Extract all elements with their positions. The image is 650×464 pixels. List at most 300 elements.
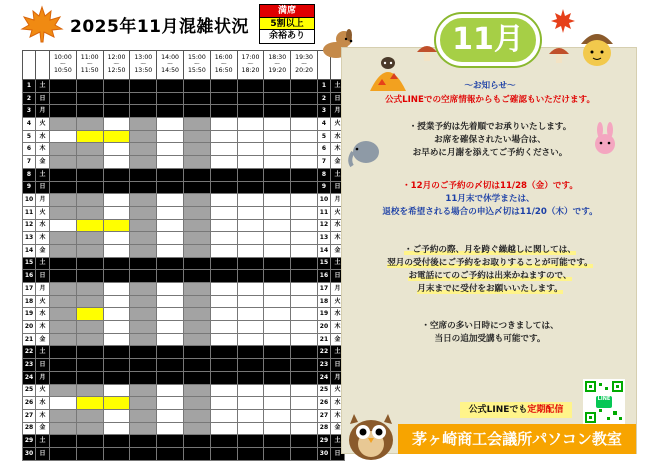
time-slot-cell: [183, 333, 210, 346]
time-slot-cell: [264, 206, 291, 219]
day-number: 27: [23, 409, 36, 422]
day-weekday-right: 水: [330, 308, 344, 321]
time-slot-cell: [237, 80, 264, 93]
legend-full: 満席: [260, 5, 314, 18]
time-slot-cell: [237, 384, 264, 397]
time-slot-cell: [291, 206, 318, 219]
time-slot-cell: [237, 219, 264, 232]
calendar-day-row: [23, 346, 345, 359]
slot-tilde: ～: [247, 60, 254, 68]
calendar-day-row: [23, 397, 345, 410]
time-slot-cell: [50, 118, 77, 131]
day-number: 20: [23, 321, 36, 334]
day-weekday: 火: [36, 295, 50, 308]
time-slot-cell: [157, 321, 184, 334]
day-weekday-right: 火: [330, 206, 344, 219]
day-weekday-right: 月: [330, 371, 344, 384]
day-weekday-right: 日: [330, 270, 344, 283]
day-weekday-right: 金: [330, 333, 344, 346]
day-number-right: 7: [317, 156, 330, 169]
notice-line-info: 公式LINEでの空席情報からもご確認もいただけます。: [384, 95, 596, 105]
calendar-day-row: [23, 105, 345, 118]
time-slot-cell: [291, 181, 318, 194]
slot-tilde: ～: [59, 60, 66, 68]
slot-tilde: ～: [140, 60, 147, 68]
line-broadcast-label: [460, 402, 572, 418]
time-slot-cell: [50, 384, 77, 397]
time-slot-cell: [183, 384, 210, 397]
notice-paragraph-4: [345, 320, 635, 346]
time-slot-cell: [264, 435, 291, 448]
time-slot-cell: [183, 181, 210, 194]
notice-text: 11月末で休学または、: [445, 194, 535, 204]
time-slot-header: [183, 51, 210, 80]
day-weekday: 金: [36, 244, 50, 257]
day-weekday-right: 月: [330, 105, 344, 118]
time-slot-cell: [183, 257, 210, 270]
time-slot-cell: [183, 283, 210, 296]
time-slot-cell: [130, 80, 157, 93]
time-slot-cell: [237, 371, 264, 384]
time-slot-cell: [103, 346, 130, 359]
time-slot-cell: [210, 143, 237, 156]
calendar-day-row: [23, 168, 345, 181]
slot-start: 15:00: [187, 53, 206, 61]
time-slot-cell: [76, 283, 103, 296]
time-slot-cell: [103, 244, 130, 257]
time-slot-cell: [76, 333, 103, 346]
time-slot-cell: [291, 409, 318, 422]
slot-start: 16:00: [214, 53, 233, 61]
day-weekday-right: 水: [330, 397, 344, 410]
time-slot-cell: [130, 257, 157, 270]
time-slot-cell: [50, 283, 77, 296]
slot-start: 17:00: [241, 53, 260, 61]
day-weekday: 金: [36, 156, 50, 169]
time-slot-cell: [210, 219, 237, 232]
time-slot-cell: [210, 156, 237, 169]
time-slot-cell: [237, 257, 264, 270]
time-slot-cell: [264, 105, 291, 118]
day-number-right: 18: [317, 295, 330, 308]
time-slot-cell: [103, 194, 130, 207]
time-slot-header: [210, 51, 237, 80]
time-slot-cell: [103, 295, 130, 308]
day-weekday-right: 土: [330, 435, 344, 448]
day-number: 29: [23, 435, 36, 448]
time-slot-cell: [50, 435, 77, 448]
time-slot-cell: [76, 346, 103, 359]
time-slot-cell: [183, 308, 210, 321]
notice-paragraph-3: [345, 244, 635, 296]
time-slot-cell: [130, 321, 157, 334]
time-slot-cell: [157, 168, 184, 181]
time-slot-cell: [291, 283, 318, 296]
calendar-day-row: [23, 143, 345, 156]
time-slot-header: [130, 51, 157, 80]
calendar-day-row: [23, 194, 345, 207]
calendar-body: [23, 80, 345, 461]
time-slot-cell: [183, 346, 210, 359]
time-slot-cell: [210, 397, 237, 410]
day-weekday: 水: [36, 130, 50, 143]
time-slot-cell: [264, 333, 291, 346]
day-number-right: 3: [317, 105, 330, 118]
day-number-right: 9: [317, 181, 330, 194]
time-slot-cell: [76, 371, 103, 384]
day-number: 13: [23, 232, 36, 245]
notice-text: ・ご予約の際、月を跨ぐ繰越しに関しては、: [404, 245, 576, 255]
time-slot-cell: [291, 194, 318, 207]
day-weekday: 日: [36, 92, 50, 105]
time-slot-cell: [291, 244, 318, 257]
slot-end: 11:50: [80, 67, 99, 75]
day-weekday-right: 水: [330, 219, 344, 232]
time-slot-cell: [130, 168, 157, 181]
notice-text: 月末までに受付をお願いいたします。: [417, 284, 563, 294]
time-slot-cell: [157, 118, 184, 131]
time-slot-cell: [237, 143, 264, 156]
time-slot-cell: [130, 130, 157, 143]
time-slot-cell: [237, 409, 264, 422]
day-number: 5: [23, 130, 36, 143]
day-weekday-right: 金: [330, 422, 344, 435]
day-weekday: 木: [36, 232, 50, 245]
day-number: 30: [23, 447, 36, 460]
time-slot-cell: [76, 397, 103, 410]
slot-start: 14:00: [161, 53, 179, 61]
time-slot-cell: [210, 283, 237, 296]
time-slot-cell: [76, 118, 103, 131]
time-slot-cell: [291, 384, 318, 397]
slot-tilde: ～: [86, 60, 93, 68]
time-slot-cell: [103, 422, 130, 435]
time-slot-cell: [210, 206, 237, 219]
time-slot-cell: [103, 257, 130, 270]
time-slot-cell: [76, 168, 103, 181]
time-slot-cell: [76, 92, 103, 105]
day-number: 1: [23, 80, 36, 93]
time-slot-cell: [210, 168, 237, 181]
day-weekday: 日: [36, 447, 50, 460]
time-slot-cell: [183, 156, 210, 169]
legend-half: 5割以上: [260, 18, 314, 31]
day-number-right: 11: [317, 206, 330, 219]
notice-text: ・授業予約は先着順でお承りいたします。: [408, 122, 572, 132]
day-weekday-right: 木: [330, 232, 344, 245]
calendar-day-row: [23, 321, 345, 334]
calendar-day-row: [23, 219, 345, 232]
time-slot-cell: [76, 270, 103, 283]
time-slot-cell: [130, 295, 157, 308]
day-weekday: 金: [36, 333, 50, 346]
day-weekday: 土: [36, 346, 50, 359]
day-weekday-right: 木: [330, 409, 344, 422]
day-number: 23: [23, 359, 36, 372]
time-slot-cell: [183, 105, 210, 118]
day-weekday-right: 火: [330, 384, 344, 397]
day-number: 22: [23, 346, 36, 359]
time-slot-cell: [130, 244, 157, 257]
calendar-day-row: [23, 333, 345, 346]
day-number-right: 6: [317, 143, 330, 156]
time-slot-cell: [210, 244, 237, 257]
time-slot-cell: [183, 295, 210, 308]
time-slot-cell: [183, 359, 210, 372]
time-slot-cell: [103, 333, 130, 346]
time-slot-cell: [237, 308, 264, 321]
time-slot-cell: [237, 321, 264, 334]
calendar-day-row: [23, 435, 345, 448]
day-weekday-right: 土: [330, 80, 344, 93]
time-slot-cell: [50, 232, 77, 245]
time-slot-cell: [210, 359, 237, 372]
time-slot-cell: [210, 194, 237, 207]
time-slot-cell: [157, 206, 184, 219]
time-slot-cell: [264, 118, 291, 131]
slot-start: 10:00: [53, 53, 72, 61]
slot-tilde: ～: [274, 60, 281, 68]
day-weekday: 日: [36, 181, 50, 194]
time-slot-cell: [130, 359, 157, 372]
time-slot-cell: [264, 397, 291, 410]
calendar-day-row: [23, 130, 345, 143]
time-slot-cell: [103, 130, 130, 143]
mushroom-icon: [416, 42, 438, 62]
time-slot-cell: [76, 194, 103, 207]
time-slot-cell: [210, 308, 237, 321]
line-text: 公式LINEでも: [468, 405, 528, 415]
calendar-day-row: [23, 359, 345, 372]
time-slot-cell: [264, 194, 291, 207]
day-weekday-right: 火: [330, 118, 344, 131]
time-slot-cell: [76, 244, 103, 257]
time-slot-cell: [130, 333, 157, 346]
notice-text: お電話にてのご予約は出来かねますので、: [408, 271, 572, 281]
time-slot-cell: [130, 270, 157, 283]
day-weekday-right: 土: [330, 346, 344, 359]
day-number-right: 4: [317, 118, 330, 131]
time-slot-cell: [157, 359, 184, 372]
day-number-right: 21: [317, 333, 330, 346]
time-slot-cell: [291, 371, 318, 384]
time-slot-cell: [130, 181, 157, 194]
day-weekday: 水: [36, 308, 50, 321]
time-slot-cell: [157, 105, 184, 118]
time-slot-cell: [237, 118, 264, 131]
time-slot-cell: [50, 308, 77, 321]
time-slot-cell: [50, 181, 77, 194]
time-slot-cell: [237, 333, 264, 346]
time-slot-cell: [76, 435, 103, 448]
day-weekday-right: 金: [330, 156, 344, 169]
time-slot-cell: [130, 308, 157, 321]
slot-end: 18:20: [241, 67, 260, 75]
slot-tilde: ～: [113, 60, 120, 68]
time-slot-cell: [264, 283, 291, 296]
day-number: 18: [23, 295, 36, 308]
calendar-day-row: [23, 244, 345, 257]
calendar-day-row: [23, 371, 345, 384]
notice-text: ・空席の多い日時につきましては、: [421, 321, 559, 331]
time-slot-cell: [130, 194, 157, 207]
time-slot-cell: [210, 435, 237, 448]
time-slot-cell: [50, 156, 77, 169]
day-weekday-right: 月: [330, 194, 344, 207]
time-slot-cell: [157, 80, 184, 93]
time-slot-header: [237, 51, 264, 80]
time-slot-cell: [50, 447, 77, 460]
time-slot-cell: [237, 92, 264, 105]
time-slot-cell: [76, 321, 103, 334]
time-slot-cell: [130, 397, 157, 410]
time-slot-cell: [103, 409, 130, 422]
time-slot-cell: [130, 384, 157, 397]
time-slot-cell: [76, 206, 103, 219]
time-slot-cell: [183, 143, 210, 156]
time-slot-cell: [157, 384, 184, 397]
day-weekday: 土: [36, 80, 50, 93]
line-qr-code-icon[interactable]: [583, 379, 625, 425]
time-slot-cell: [130, 118, 157, 131]
time-slot-cell: [237, 244, 264, 257]
calendar-day-row: [23, 384, 345, 397]
time-slot-cell: [157, 270, 184, 283]
time-slot-cell: [103, 181, 130, 194]
time-slot-cell: [291, 143, 318, 156]
time-slot-cell: [103, 397, 130, 410]
time-slot-cell: [291, 105, 318, 118]
day-weekday-right: 日: [330, 92, 344, 105]
time-slot-cell: [76, 422, 103, 435]
time-slot-cell: [157, 181, 184, 194]
day-number-right: 15: [317, 257, 330, 270]
time-slot-cell: [76, 143, 103, 156]
day-weekday-right: 土: [330, 168, 344, 181]
day-number: 8: [23, 168, 36, 181]
time-slot-header: [264, 51, 291, 80]
day-number-right: 30: [317, 447, 330, 460]
time-slot-cell: [130, 435, 157, 448]
day-weekday-right: 金: [330, 244, 344, 257]
time-slot-cell: [210, 295, 237, 308]
time-slot-cell: [183, 371, 210, 384]
time-slot-cell: [157, 232, 184, 245]
notice-text: 当日の追加受講も可能です。: [434, 334, 546, 344]
time-slot-cell: [237, 130, 264, 143]
day-number: 9: [23, 181, 36, 194]
day-number-right: 8: [317, 168, 330, 181]
time-slot-cell: [103, 118, 130, 131]
time-slot-cell: [130, 105, 157, 118]
time-slot-cell: [291, 270, 318, 283]
time-slot-cell: [210, 118, 237, 131]
time-slot-cell: [130, 143, 157, 156]
time-slot-cell: [210, 130, 237, 143]
day-weekday: 火: [36, 118, 50, 131]
time-slot-cell: [237, 206, 264, 219]
time-slot-cell: [264, 80, 291, 93]
day-number-right: 16: [317, 270, 330, 283]
time-slot-cell: [264, 409, 291, 422]
time-slot-cell: [291, 92, 318, 105]
time-slot-cell: [103, 321, 130, 334]
time-slot-cell: [183, 219, 210, 232]
slot-start: 13:00: [134, 53, 153, 61]
time-slot-cell: [264, 181, 291, 194]
time-slot-cell: [130, 219, 157, 232]
time-slot-cell: [157, 422, 184, 435]
day-weekday-right: 日: [330, 447, 344, 460]
time-slot-cell: [210, 447, 237, 460]
time-slot-cell: [237, 156, 264, 169]
notice-title: ～お知らせ～: [464, 81, 516, 91]
time-slot-cell: [50, 143, 77, 156]
time-slot-cell: [291, 130, 318, 143]
time-slot-cell: [76, 359, 103, 372]
day-weekday: 月: [36, 105, 50, 118]
time-slot-cell: [130, 283, 157, 296]
time-slot-cell: [237, 181, 264, 194]
time-slot-cell: [103, 232, 130, 245]
mushroom-icon: [548, 44, 570, 64]
time-slot-cell: [76, 232, 103, 245]
time-slot-cell: [103, 359, 130, 372]
slot-end: 12:50: [107, 67, 126, 75]
day-weekday: 木: [36, 321, 50, 334]
time-slot-cell: [157, 257, 184, 270]
qr-line-label: LINE: [597, 396, 611, 402]
time-slot-cell: [157, 92, 184, 105]
time-slot-header: [50, 51, 77, 80]
time-slot-cell: [210, 80, 237, 93]
day-number-right: 27: [317, 409, 330, 422]
time-slot-cell: [76, 257, 103, 270]
time-slot-cell: [130, 206, 157, 219]
time-slot-cell: [50, 359, 77, 372]
day-weekday-right: 水: [330, 130, 344, 143]
time-slot-header: [157, 51, 184, 80]
day-number-right: 25: [317, 384, 330, 397]
time-slot-cell: [291, 168, 318, 181]
time-slot-cell: [291, 80, 318, 93]
line-text-highlight: 定期配信: [527, 405, 564, 415]
time-slot-cell: [291, 295, 318, 308]
slot-end: 16:50: [214, 67, 233, 75]
time-slot-cell: [103, 206, 130, 219]
day-weekday-right: 日: [330, 359, 344, 372]
day-number: 21: [23, 333, 36, 346]
time-slot-cell: [50, 321, 77, 334]
time-slot-cell: [157, 283, 184, 296]
day-number: 28: [23, 422, 36, 435]
time-slot-cell: [264, 257, 291, 270]
day-number: 4: [23, 118, 36, 131]
time-slot-cell: [264, 168, 291, 181]
school-name-banner: 茅ヶ崎商工会議所パソコン教室: [398, 424, 636, 454]
time-slot-cell: [76, 130, 103, 143]
time-slot-header: [291, 51, 318, 80]
time-slot-cell: [237, 359, 264, 372]
time-slot-cell: [50, 219, 77, 232]
day-number-right: 28: [317, 422, 330, 435]
day-weekday-right: 日: [330, 181, 344, 194]
time-slot-header: [76, 51, 103, 80]
slot-tilde: ～: [166, 60, 174, 68]
time-slot-cell: [157, 130, 184, 143]
day-number-right: 2: [317, 92, 330, 105]
calendar-day-row: [23, 92, 345, 105]
